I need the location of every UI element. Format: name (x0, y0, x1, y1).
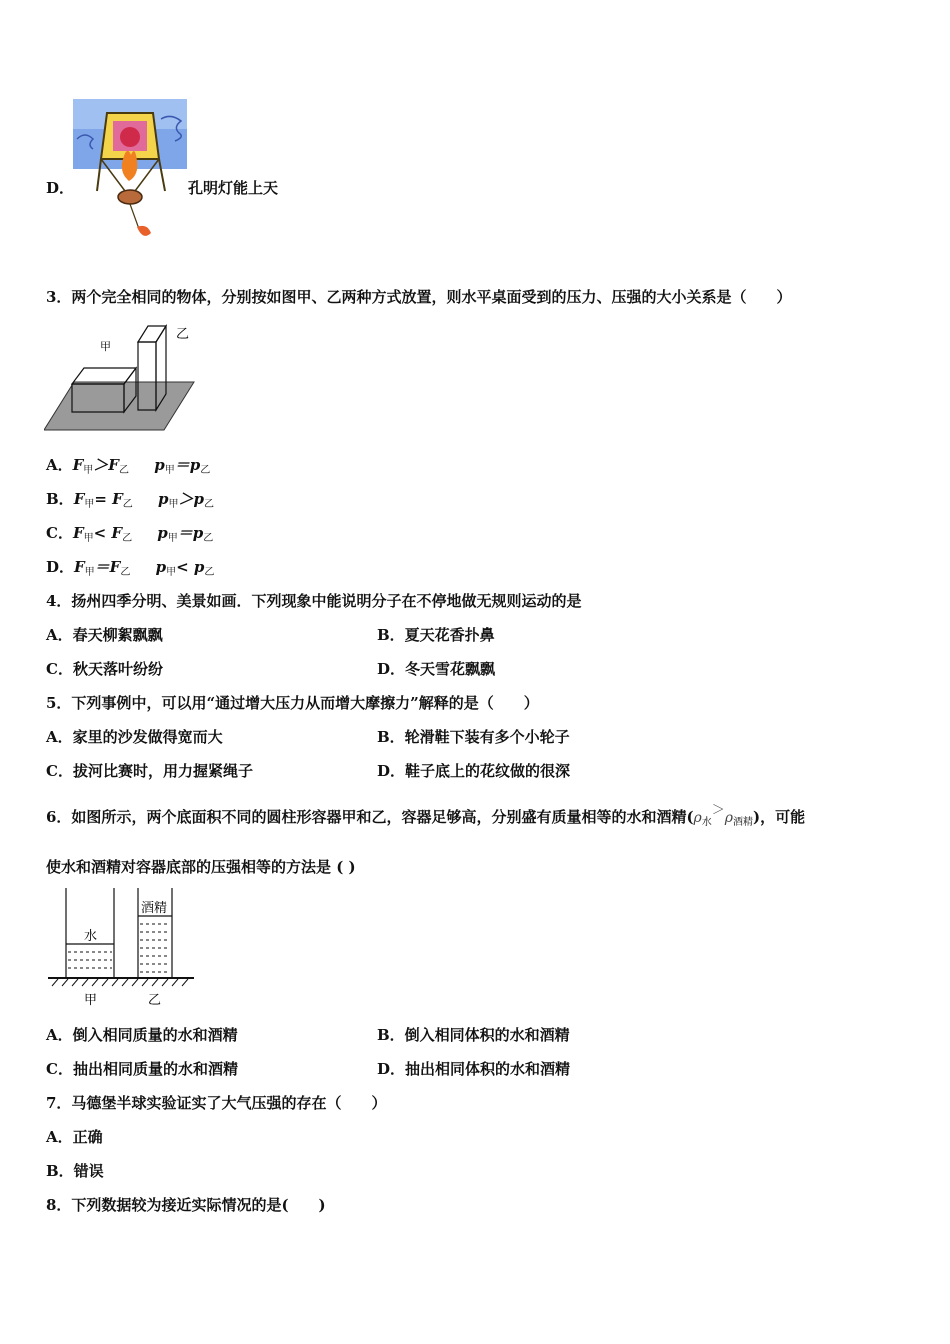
fig-label-yi: 乙 (176, 327, 190, 342)
fig-label-jia: 甲 (84, 993, 98, 1008)
sky-lantern-icon (73, 99, 187, 247)
q7-option-b: B．错误 (46, 1162, 104, 1180)
question-8-stem: 8．下列数据较为接近实际情况的是( ) (46, 1196, 326, 1214)
option-letter: D． (46, 179, 75, 197)
q3-option-b: B．$F_甲= F_乙$ $p_甲>p_乙$ (46, 490, 215, 510)
fig-label-alcohol: 酒精 (141, 901, 168, 916)
question-6-stem: 6．如图所示，两个底面积不同的圆柱形容器甲和乙，容器足够高，分别盛有质量相等的水和酒精$(\rho_水>\rho_{酒精})$，可能 (46, 803, 806, 828)
q3-figure (44, 318, 196, 434)
q5-option-c: C．拔河比赛时，用力握紧绳子 (46, 762, 253, 780)
fig-label-yi: 乙 (148, 993, 162, 1008)
question-5-stem: 5．下列事例中，可以用“通过增大压力从而增大摩擦力”解释的是（ ） (46, 694, 539, 712)
q3-option-c: C．$F_甲< F_乙$ $p_甲=p_乙$ (46, 524, 214, 544)
q5-option-d: D．鞋子底上的花纹做的很深 (377, 762, 571, 780)
question-3-stem: 3．两个完全相同的物体，分别按如图甲、乙两种方式放置，则水平桌面受到的压力、压强的大小关系是（ ） (46, 288, 792, 306)
q3-option-a: A．$F_甲>F_乙$ $p_甲=p_乙$ (46, 456, 211, 476)
fig-label-jia: 甲 (100, 340, 111, 353)
option-text: 孔明灯能上天 (188, 179, 279, 197)
q6-containers-figure (44, 888, 198, 1010)
q4-option-d: D．冬天雪花飘飘 (377, 660, 496, 678)
q4-option-b: B．夏天花香扑鼻 (377, 626, 495, 644)
q4-option-a: A．春天柳絮飘飘 (46, 626, 163, 644)
question-4-stem: 4．扬州四季分明、美景如画．下列现象中能说明分子在不停地做无规则运动的是 (46, 592, 582, 610)
q6-option-b: B．倒入相同体积的水和酒精 (377, 1026, 570, 1044)
q7-option-a: A．正确 (46, 1128, 103, 1146)
q5-option-b: B．轮滑鞋下装有多个小轮子 (377, 728, 570, 746)
question-6-stem-line2: 使水和酒精对容器底部的压强相等的方法是 ( ) (46, 858, 356, 876)
q5-option-a: A．家里的沙发做得宽而大 (46, 728, 223, 746)
q6-option-c: C．抽出相同质量的水和酒精 (46, 1060, 238, 1078)
q4-option-c: C．秋天落叶纷纷 (46, 660, 163, 678)
fig-label-water: 水 (84, 929, 98, 944)
q3-option-d: D．$F_甲=F_乙$ $p_甲< p_乙$ (46, 558, 215, 578)
q6-option-a: A．倒入相同质量的水和酒精 (46, 1026, 238, 1044)
question-7-stem: 7．马德堡半球实验证实了大气压强的存在（ ） (46, 1094, 387, 1112)
q6-option-d: D．抽出相同体积的水和酒精 (377, 1060, 571, 1078)
